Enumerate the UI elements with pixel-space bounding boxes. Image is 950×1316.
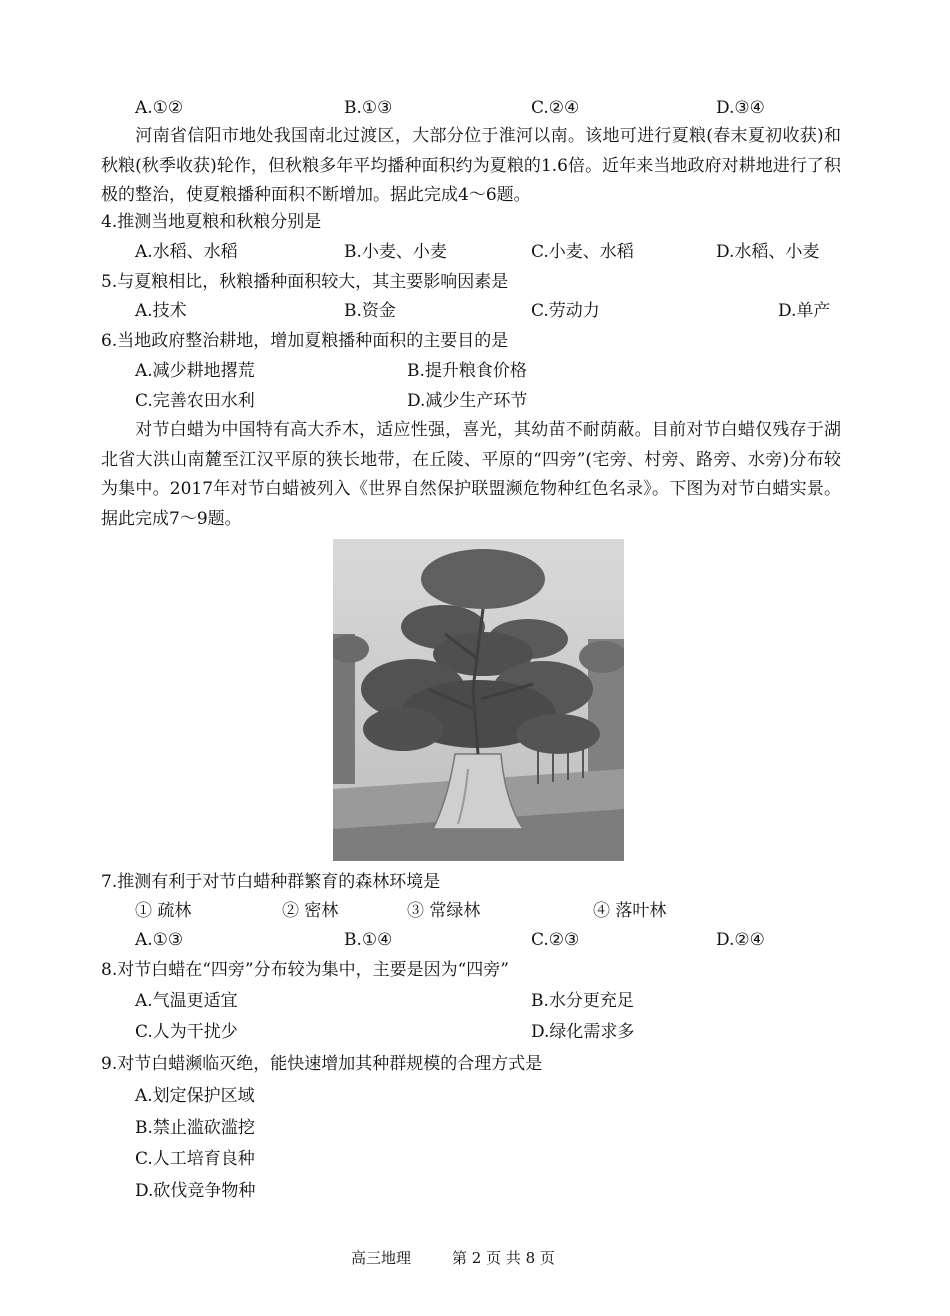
q4-stem: 4.推测当地夏粮和秋粮分别是 (101, 212, 322, 232)
footer-subject: 高三地理 (351, 1249, 412, 1267)
q6-option-a: A.减少耕地撂荒 (135, 361, 255, 381)
q7-stem: 7.推测有利于对节白蜡种群繁育的森林环境是 (101, 872, 441, 892)
passage-ash-tree-text: 对节白蜡为中国特有高大乔木，适应性强，喜光，其幼苗不耐荫蔽。目前对节白蜡仅残存于湖北省大洪山南麓至江汉平原的狭长地带，在丘陵、平原的“四旁”(宅旁、村旁、路旁、水旁)分布较为集中。2017年对节白蜡被列入《世界自然保护联盟濒危物种红色名录》。下图为对节白蜡实景。据此完成7～9题。 (101, 420, 841, 529)
q8-option-a: A.气温更适宜 (135, 991, 238, 1011)
q6-option-c: C.完善农田水利 (135, 391, 255, 411)
q7-item-3: ③ 常绿林 (407, 901, 481, 921)
q9-option-b: B.禁止滥砍滥挖 (135, 1118, 255, 1138)
q6-stem: 6.当地政府整治耕地，增加夏粮播种面积的主要目的是 (101, 331, 509, 351)
q5-option-d: D.单产 (778, 301, 831, 321)
q9-stem: 9.对节白蜡濒临灭绝，能快速增加其种群规模的合理方式是 (101, 1054, 543, 1074)
q7-item-2: ② 密林 (282, 901, 339, 921)
q9-option-c: C.人工培育良种 (135, 1149, 255, 1169)
q8-option-c: C.人为干扰少 (135, 1022, 238, 1042)
q3-option-c: C.②④ (531, 98, 580, 118)
q4-option-a: A.水稻、水稻 (135, 242, 238, 262)
q8-option-b: B.水分更充足 (531, 991, 634, 1011)
q7-item-4: ④ 落叶林 (593, 901, 667, 921)
q6-option-d: D.减少生产环节 (407, 391, 528, 411)
q5-option-a: A.技术 (135, 301, 187, 321)
q6-option-b: B.提升粮食价格 (407, 361, 527, 381)
q8-stem: 8.对节白蜡在“四旁”分布较为集中，主要是因为“四旁” (101, 960, 509, 980)
passage-xinyang (101, 122, 841, 211)
ash-tree-photo (333, 539, 624, 861)
footer-page-number: 第 2 页 共 8 页 (452, 1249, 555, 1267)
q4-option-d: D.水稻、小麦 (716, 242, 820, 262)
q7-option-d: D.②④ (716, 930, 765, 950)
q4-option-c: C.小麦、水稻 (531, 242, 634, 262)
q5-option-b: B.资金 (344, 301, 396, 321)
q7-option-c: C.②③ (531, 930, 580, 950)
q5-stem: 5.与夏粮相比，秋粮播种面积较大，其主要影响因素是 (101, 272, 509, 292)
passage-xinyang-text: 河南省信阳市地处我国南北过渡区，大部分位于淮河以南。该地可进行夏粮(春末夏初收获)和秋粮(秋季收获)轮作，但秋粮多年平均播种面积约为夏粮的1.6倍。近年来当地政府对耕地进行了积极的整治，使夏粮播种面积不断增加。据此完成4～6题。 (101, 126, 841, 205)
q3-option-b: B.①③ (344, 98, 393, 118)
q3-option-a: A.①② (135, 98, 184, 118)
ash-tree-illustration (333, 539, 624, 861)
q3-option-d: D.③④ (716, 98, 765, 118)
q7-item-1: ① 疏林 (135, 901, 192, 921)
q9-option-a: A.划定保护区域 (135, 1086, 255, 1106)
q7-option-b: B.①④ (344, 930, 393, 950)
q5-option-c: C.劳动力 (531, 301, 600, 321)
q9-option-d: D.砍伐竞争物种 (135, 1181, 256, 1201)
q7-option-a: A.①③ (135, 930, 184, 950)
passage-ash-tree (101, 416, 841, 534)
q4-option-b: B.小麦、小麦 (344, 242, 447, 262)
q8-option-d: D.绿化需求多 (531, 1022, 635, 1042)
